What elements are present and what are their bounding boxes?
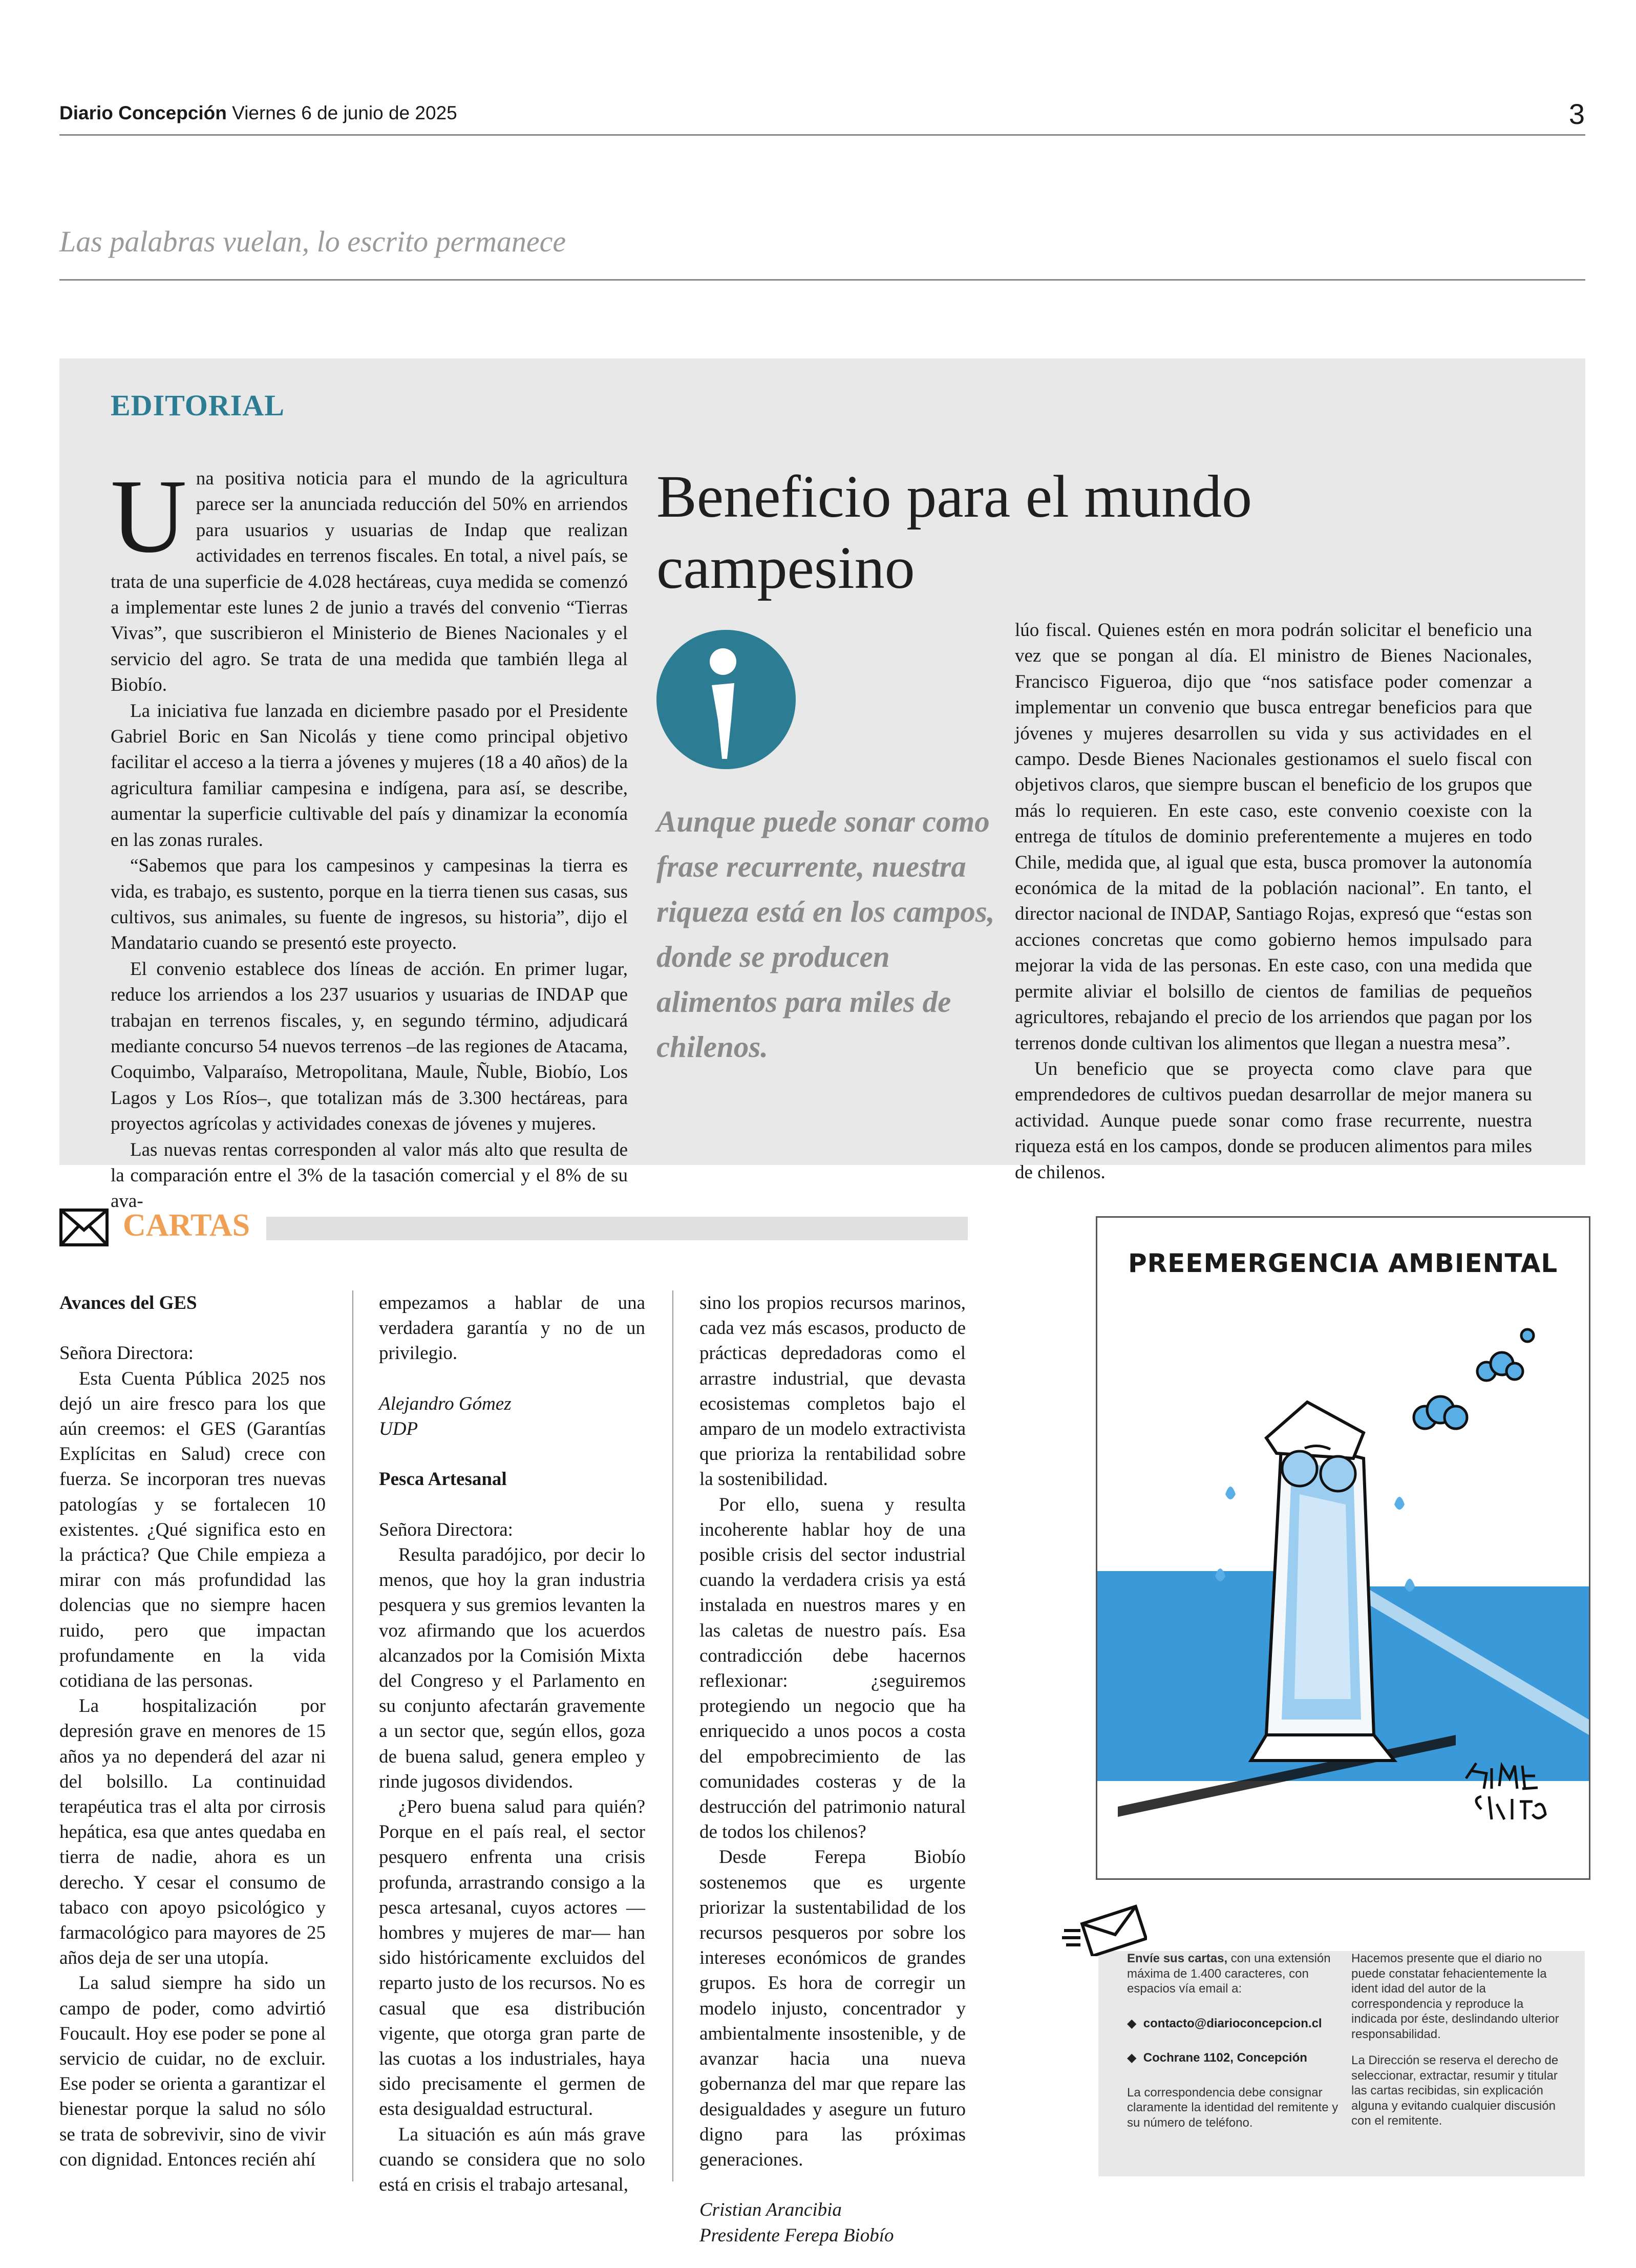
spacer (379, 1492, 645, 1517)
editorial-column-3 (1015, 618, 1532, 1185)
issue-date: Viernes 6 de junio de 2025 (232, 102, 457, 123)
envelope-icon (59, 1209, 109, 1246)
editorial-label: EDITORIAL (111, 389, 285, 422)
editorial-paragraph: lúo fiscal. Quienes estén en mora podrán solicitar el beneficio una vez que se pongan al día. El ministro de Bienes Nacionales, Francisco Figueroa, dijo que “nos satisface poder comenzar a implementar un convenio que busca entregar beneficios para que jóvenes y mujeres desarrollen su vida y sus actividades en el campo. Desde Bienes Nacionales gestionamos el suelo fiscal con objetivos claros, que siempre buscan el beneficio de los grupos que más lo requieren. En este caso, este convenio coexiste con la entrega de títulos de dominio preferentemente a mujeres en todo Chile, medida que, al igual que esta, busca promover la autonomía económica de la mitad de la población nacional”. En tanto, el director nacional de INDAP, Santiago Rojas, expresó que “estas son acciones concretas que como gobierno hemos impulsado para mejorar la vida de las personas. En este caso, con una medida que permite aliviar el bolsillo de cientos de familias de pequeños agricultores, rebajando el precio de los arriendos que pagan por los terrenos donde cultivan los alimentos que llegan a nuestra mesa”. (1015, 620, 1532, 1054)
letter-paragraph: sino los propios recursos marinos, cada vez más escasos, producto de prácticas depredadoras como el arrastre industrial, que devasta ecosistemas completos bajo el amparo de un modelo extractivista que prioriza la rentabilidad sobre la sostenibilidad. (699, 1292, 966, 1490)
submission-instructions: Envíe sus cartas, con una extensión máxima de 1.400 caracteres, con espacios vía email a: ◆ contacto@diarioconcepcion.cl ◆ Cochrane 1102, Concepción La correspondencia debe consignar claramente la identidad del remitente y su número de teléfono. (1127, 1951, 1347, 2130)
letters-column-1 (59, 1290, 326, 2172)
editorial-box (59, 358, 1585, 1212)
disclaimer-paragraph: Hacemos presente que el diario no puede constatar fehacientemente la ident idad del autor de la correspondencia y reproduce la indicada por éste, deslindando ulterior responsabilidad. (1351, 1952, 1559, 2041)
spacer (699, 2172, 966, 2197)
cartoonist-signature (1461, 1758, 1553, 1835)
drop-cap: U (111, 457, 187, 575)
cartas-header-bar (266, 1217, 968, 1240)
letter-paragraph: ¿Pero buena salud para quién? Porque en el país real, el sector pesquero enfrenta una crisis profunda, arrastrando consigo a la pesca artesanal, cuyos actores —hombres y mujeres de mar— han sido históricamente excluidos del reparto justo de los recursos. No es casual que esa distribución vigente, que otorga gran parte de las cuotas a los industriales, haya sido precisamente el germen de esta desigualdad estructural. (379, 1796, 645, 2120)
editorial-paragraph: na positiva noticia para el mundo de la agricultura parece ser la anunciada reducción del 50% en arriendos para usuarios y usuarias de Indap que realizan actividades en terrenos fiscales. En total, a nivel país, se trata de una superficie de 4.028 hectáreas, cuya medida se comenzó a implementar este lunes 2 de junio a través del convenio “Tierras Vivas”, que suscribieron el Ministerio de Bienes Nacionales y el servicio del agro. Se trata de una medida que también llega al Biobío. (111, 468, 628, 696)
letter-paragraph: empezamos a hablar de una verdadera garantía y no de un privilegio. (379, 1292, 645, 1364)
editorial-paragraph: Las nuevas rentas corresponden al valor más alto que resulta de la comparación entre el 3% de la tasación comercial y el 8% de su ava- (111, 1139, 628, 1212)
editorial-paragraph: “Sabemos que para los campesinos y campesinas la tierra es vida, es trabajo, es sustento, porque en la tierra tienen sus casas, sus cultivos, sus animales, su fuente de ingresos, su historia”, dijo el Mandatario cuando se presentó este proyecto. (111, 855, 628, 954)
letter-affiliation: Presidente Ferepa Biobío (699, 2224, 894, 2246)
spacer (59, 1316, 326, 1341)
column-divider (672, 1290, 673, 2181)
letter-paragraph: Esta Cuenta Pública 2025 nos dejó un aire fresco para los que aún creemos: el GES (Garantías Explícitas en Salud) crece con fuerza. Se incorporan tres nuevas patologías y se fortalecen 10 existentes. ¿Qué significa esto en la práctica? Que Chile empieza a mirar con más profundidad las dolencias que no siempre hacen ruido, pero que impactan profundamente en la vida cotidiana de las personas. (59, 1368, 326, 1692)
editorial-paragraph: El convenio establece dos líneas de acción. En primer lugar, reduce los arriendos a los 237 usuarios y usuarias de INDAP que trabajan en terrenos fiscales, y, en segundo término, adjudicará mediante concurso 54 nuevos terrenos –de las regiones de Atacama, Coquimbo, Valparaíso, Metropolitana, Maule, Ñuble, Biobío, Los Lagos y Los Ríos–, que totalizan más de 3.300 hectáreas, para proyectos agrícolas y actividades conexas de jóvenes y mujeres. (111, 958, 628, 1135)
publication-name: Diario Concepción (59, 102, 227, 123)
letter-title: Pesca Artesanal (379, 1469, 507, 1490)
letter-paragraph: Desde Ferepa Biobío sostenemos que es urgente priorizar la sustentabilidad de los recursos pesqueros por sobre los intereses económicos de grandes grupos. Es hora de corregir un modelo injusto, concentrador y ambientalmente insostenible, y de avanzar hacia una nueva gobernanza del mar que repare las desigualdades y asegure un futuro digno para las próximas generaciones. (699, 1847, 966, 2170)
letter-paragraph: La salud siempre ha sido un campo de poder, como advirtió Foucault. Hoy ese poder se pone al servicio de cuidar, no de excluir. Ese poder se orienta a garantizar el bienestar porque la salud no sólo se trata de sobrevivir, sino de vivir con dignidad. Entonces recién ahí (59, 1973, 326, 2170)
section-motto: Las palabras vuelan, lo escrito permanece (59, 225, 566, 258)
letter-affiliation: UDP (379, 1418, 418, 1439)
disclaimer-paragraph: La Dirección se reserva el derecho de seleccionar, extractar, resumir y titular las cartas recibidas, sin explicación alguna y evitando cualquier discusión con el remitente. (1351, 2053, 1559, 2128)
submission-identity-note: La correspondencia debe consignar claramente la identidad del remitente y su número de teléfono. (1127, 2085, 1338, 2130)
letters-column-2 (379, 1290, 645, 2197)
info-icon (656, 630, 796, 769)
cartoon-title: PREEMERGENCIA AMBIENTAL (1128, 1248, 1558, 1278)
masthead (59, 102, 457, 124)
column-divider (352, 1290, 353, 2181)
submission-disclaimer (1351, 1951, 1571, 2129)
letter-salutation: Señora Directora: (379, 1519, 513, 1540)
submission-intro-bold: Envíe sus cartas, (1127, 1952, 1228, 1965)
editorial-column-1 (111, 457, 628, 1215)
header-rule (59, 134, 1585, 136)
letter-paragraph: Por ello, suena y resulta incoherente hablar hoy de una posible crisis del sector industrial cuando la verdadera crisis ya está instalada en nuestros mares y en las caletas de nuestro país. Esa contradicción debe hacernos reflexionar: ¿seguiremos protegiendo un negocio que ha enriquecido a unos pocos a costa del empobrecimiento de las comunidades costeras y de la destrucción del patrimonio natural de todos los chilenos? (699, 1494, 966, 1843)
submission-box (1098, 1951, 1585, 2176)
motto-rule (59, 279, 1585, 281)
editorial-title: Beneficio para el mundo campesino (656, 463, 1252, 601)
spacer (379, 1366, 645, 1391)
spacer (379, 1442, 645, 1467)
letter-author: Cristian Arancibia (699, 2199, 842, 2221)
cartoon (1096, 1216, 1590, 1880)
letter-paragraph: La situación es aún más grave cuando se considera que no solo está en crisis el trabajo artesanal, (379, 2124, 645, 2196)
page-number: 3 (1568, 98, 1585, 130)
letter-paragraph: La hospitalización por depresión grave en menores de 15 años ya no dependerá del azar ni del bolsillo. La continuidad terapéutica tras el alta por cirrosis hepática, esa que antes quedaba en tierra de nadie, ahora es un derecho. Y cesar el consumo de tabaco con apoyo psicológico y farmacológico para mayores de 25 años deja de ser una utopía. (59, 1695, 326, 1969)
editorial-paragraph: La iniciativa fue lanzada en diciembre pasado por el Presidente Gabriel Boric en San Nicolás y tiene como principal objetivo facilitar el acceso a la tierra a jóvenes y mujeres (18 a 40 años) de la agricultura familiar campesina e indígena, para así, se describe, aumentar la superficie cultivable del país y dinamizar la economía en las zonas rurales. (111, 700, 628, 851)
letter-salutation: Señora Directora: (59, 1343, 194, 1364)
letter-title: Avances del GES (59, 1292, 197, 1313)
cartas-label: CARTAS (123, 1208, 250, 1243)
editorial-paragraph: Un beneficio que se proyecta como clave para que emprendedores de cultivos puedan desarrollar de mejor manera su actividad. Aunque puede sonar como frase recurrente, nuestra riqueza está en los campos, donde se producen alimentos para miles de chilenos. (1015, 1058, 1532, 1183)
pull-quote: Aunque puede sonar como frase recurrente, nuestra riqueza está en los campos, donde se producen alimentos para miles de chilenos. (656, 804, 995, 1064)
submission-intro: con una extensión máxima de 1.400 caracteres, con espacios vía email a: (1127, 1952, 1331, 1996)
letters-column-3 (699, 1290, 966, 2248)
submission-address: Cochrane 1102, Concepción (1143, 2051, 1307, 2065)
letter-paragraph: Resulta paradójico, por decir lo menos, que hoy la gran industria pesquera y sus gremios levanten la voz afirmando que los acuerdos alcanzados por la Comisión Mixta del Congreso y el Parlamento en su conjunto afectarán gravemente a un sector que, según ellos, goza de buena salud, genera empleo y rinde jugosos dividendos. (379, 1544, 645, 1792)
submission-email[interactable]: contacto@diarioconcepcion.cl (1143, 2016, 1322, 2030)
letter-author: Alejandro Gómez (379, 1393, 512, 1414)
send-mail-icon (1060, 1895, 1147, 1956)
